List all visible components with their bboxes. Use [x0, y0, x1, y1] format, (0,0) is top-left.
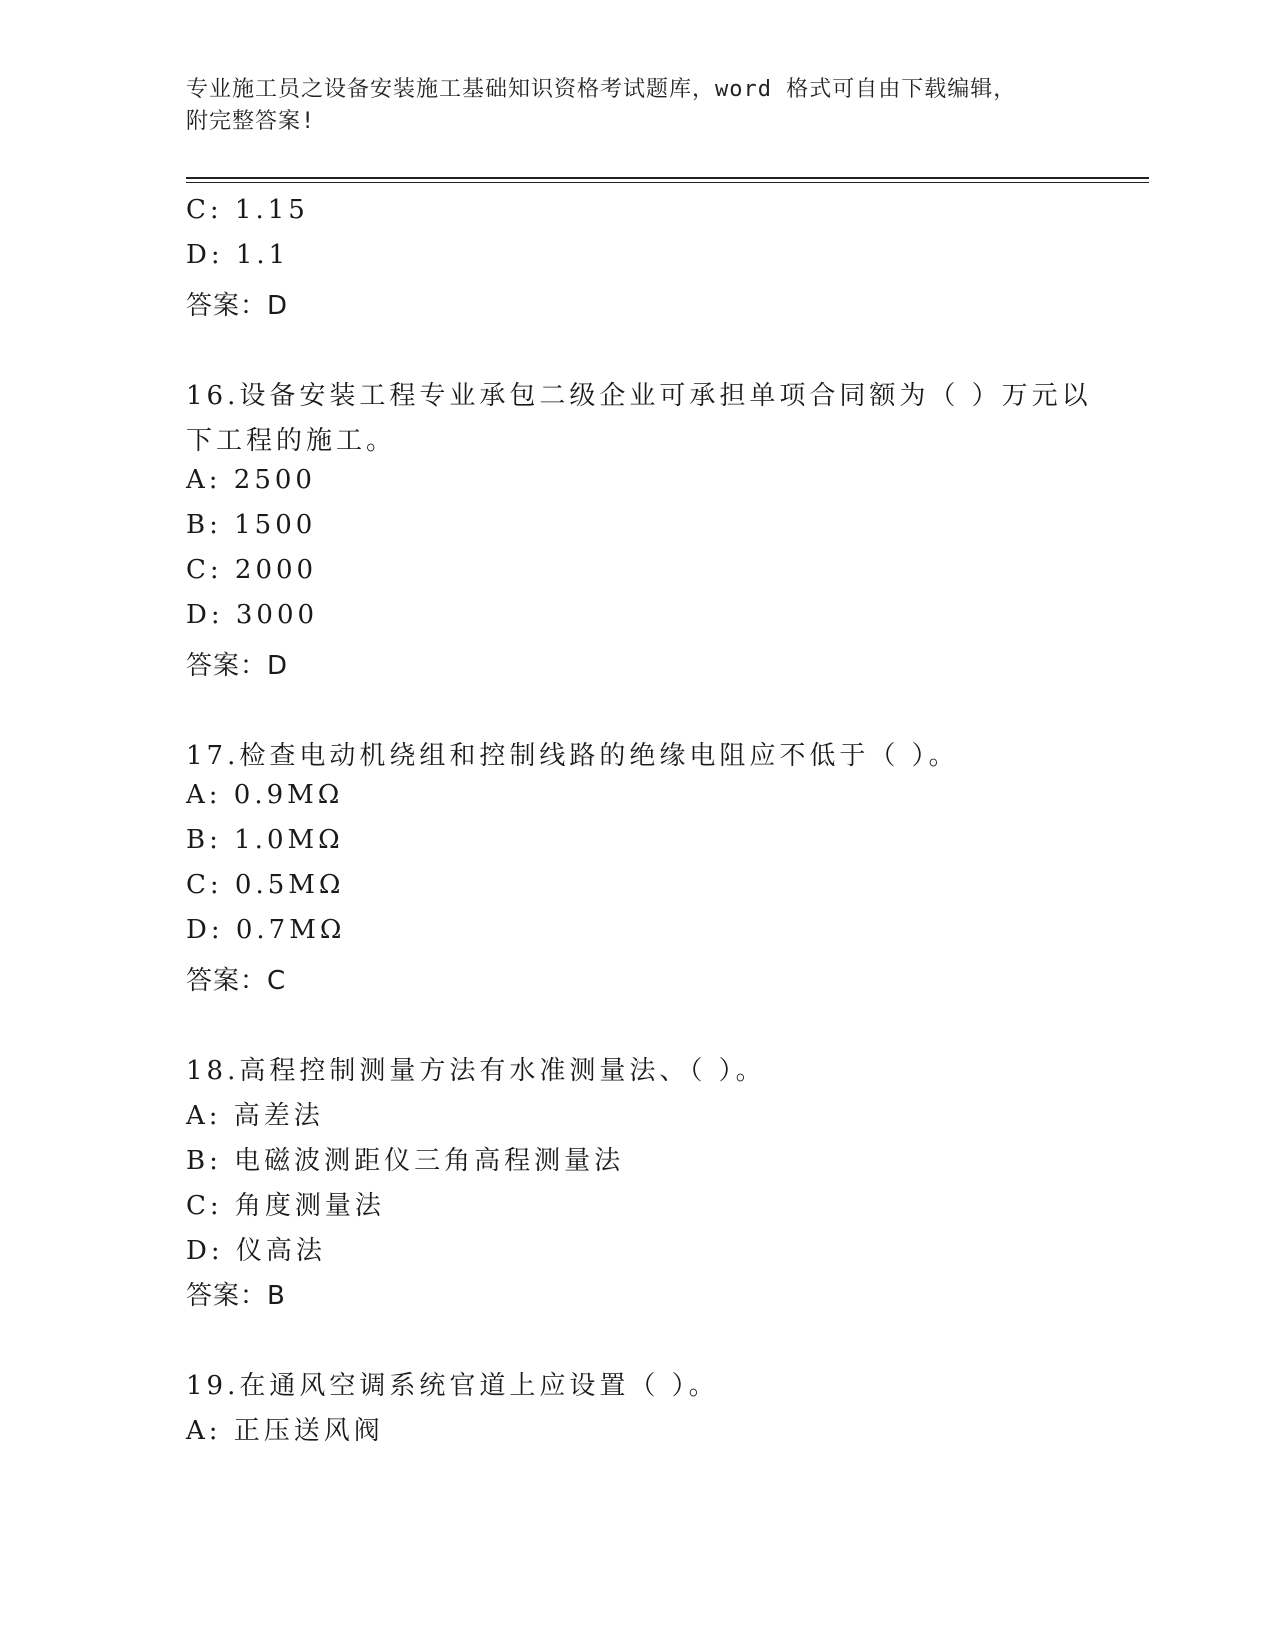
question-17-option-c: C: 0.5MΩ — [186, 870, 345, 900]
question-16-stem-cont: 下工程的施工。 — [186, 426, 397, 456]
question-16-option-c: C: 2000 — [186, 555, 318, 585]
option-d: D: 1.1 — [186, 240, 290, 270]
question-17-option-b: B: 1.0MΩ — [186, 825, 344, 855]
header-divider-thick — [186, 177, 1149, 179]
question-16-stem: 16.设备安装工程专业承包二级企业可承担单项合同额为（ ）万元以 — [186, 381, 1092, 411]
question-19-stem: 19.在通风空调系统官道上应设置（ ）。 — [186, 1371, 719, 1401]
header-divider-thin — [186, 182, 1149, 183]
question-16-option-a: A: 2500 — [186, 465, 316, 495]
question-18-option-d: D: 仪高法 — [186, 1236, 326, 1266]
question-16-answer: 答案：D — [186, 651, 289, 681]
question-17-answer: 答案：C — [186, 966, 287, 996]
header-line-2: 附完整答案! — [186, 109, 316, 134]
question-18-option-a: A: 高差法 — [186, 1101, 324, 1131]
question-17-option-a: A: 0.9MΩ — [186, 780, 344, 810]
answer-line: 答案：D — [186, 291, 289, 321]
question-16-option-b: B: 1500 — [186, 510, 317, 540]
question-18-stem: 18.高程控制测量方法有水准测量法、（ ）。 — [186, 1056, 766, 1086]
question-16-option-d: D: 3000 — [186, 600, 319, 630]
header-line-1: 专业施工员之设备安装施工基础知识资格考试题库，word 格式可自由下载编辑， — [186, 77, 1017, 102]
question-17-option-d: D: 0.7MΩ — [186, 915, 346, 945]
question-18-option-b: B: 电磁波测距仪三角高程测量法 — [186, 1146, 625, 1176]
option-c: C: 1.15 — [186, 195, 309, 225]
question-18-option-c: C: 角度测量法 — [186, 1191, 385, 1221]
document-header — [186, 74, 1066, 138]
question-19-option-a: A: 正压送风阀 — [186, 1416, 384, 1446]
question-17-stem: 17.检查电动机绕组和控制线路的绝缘电阻应不低于（ ）。 — [186, 741, 959, 771]
question-18-answer: 答案：B — [186, 1281, 286, 1311]
